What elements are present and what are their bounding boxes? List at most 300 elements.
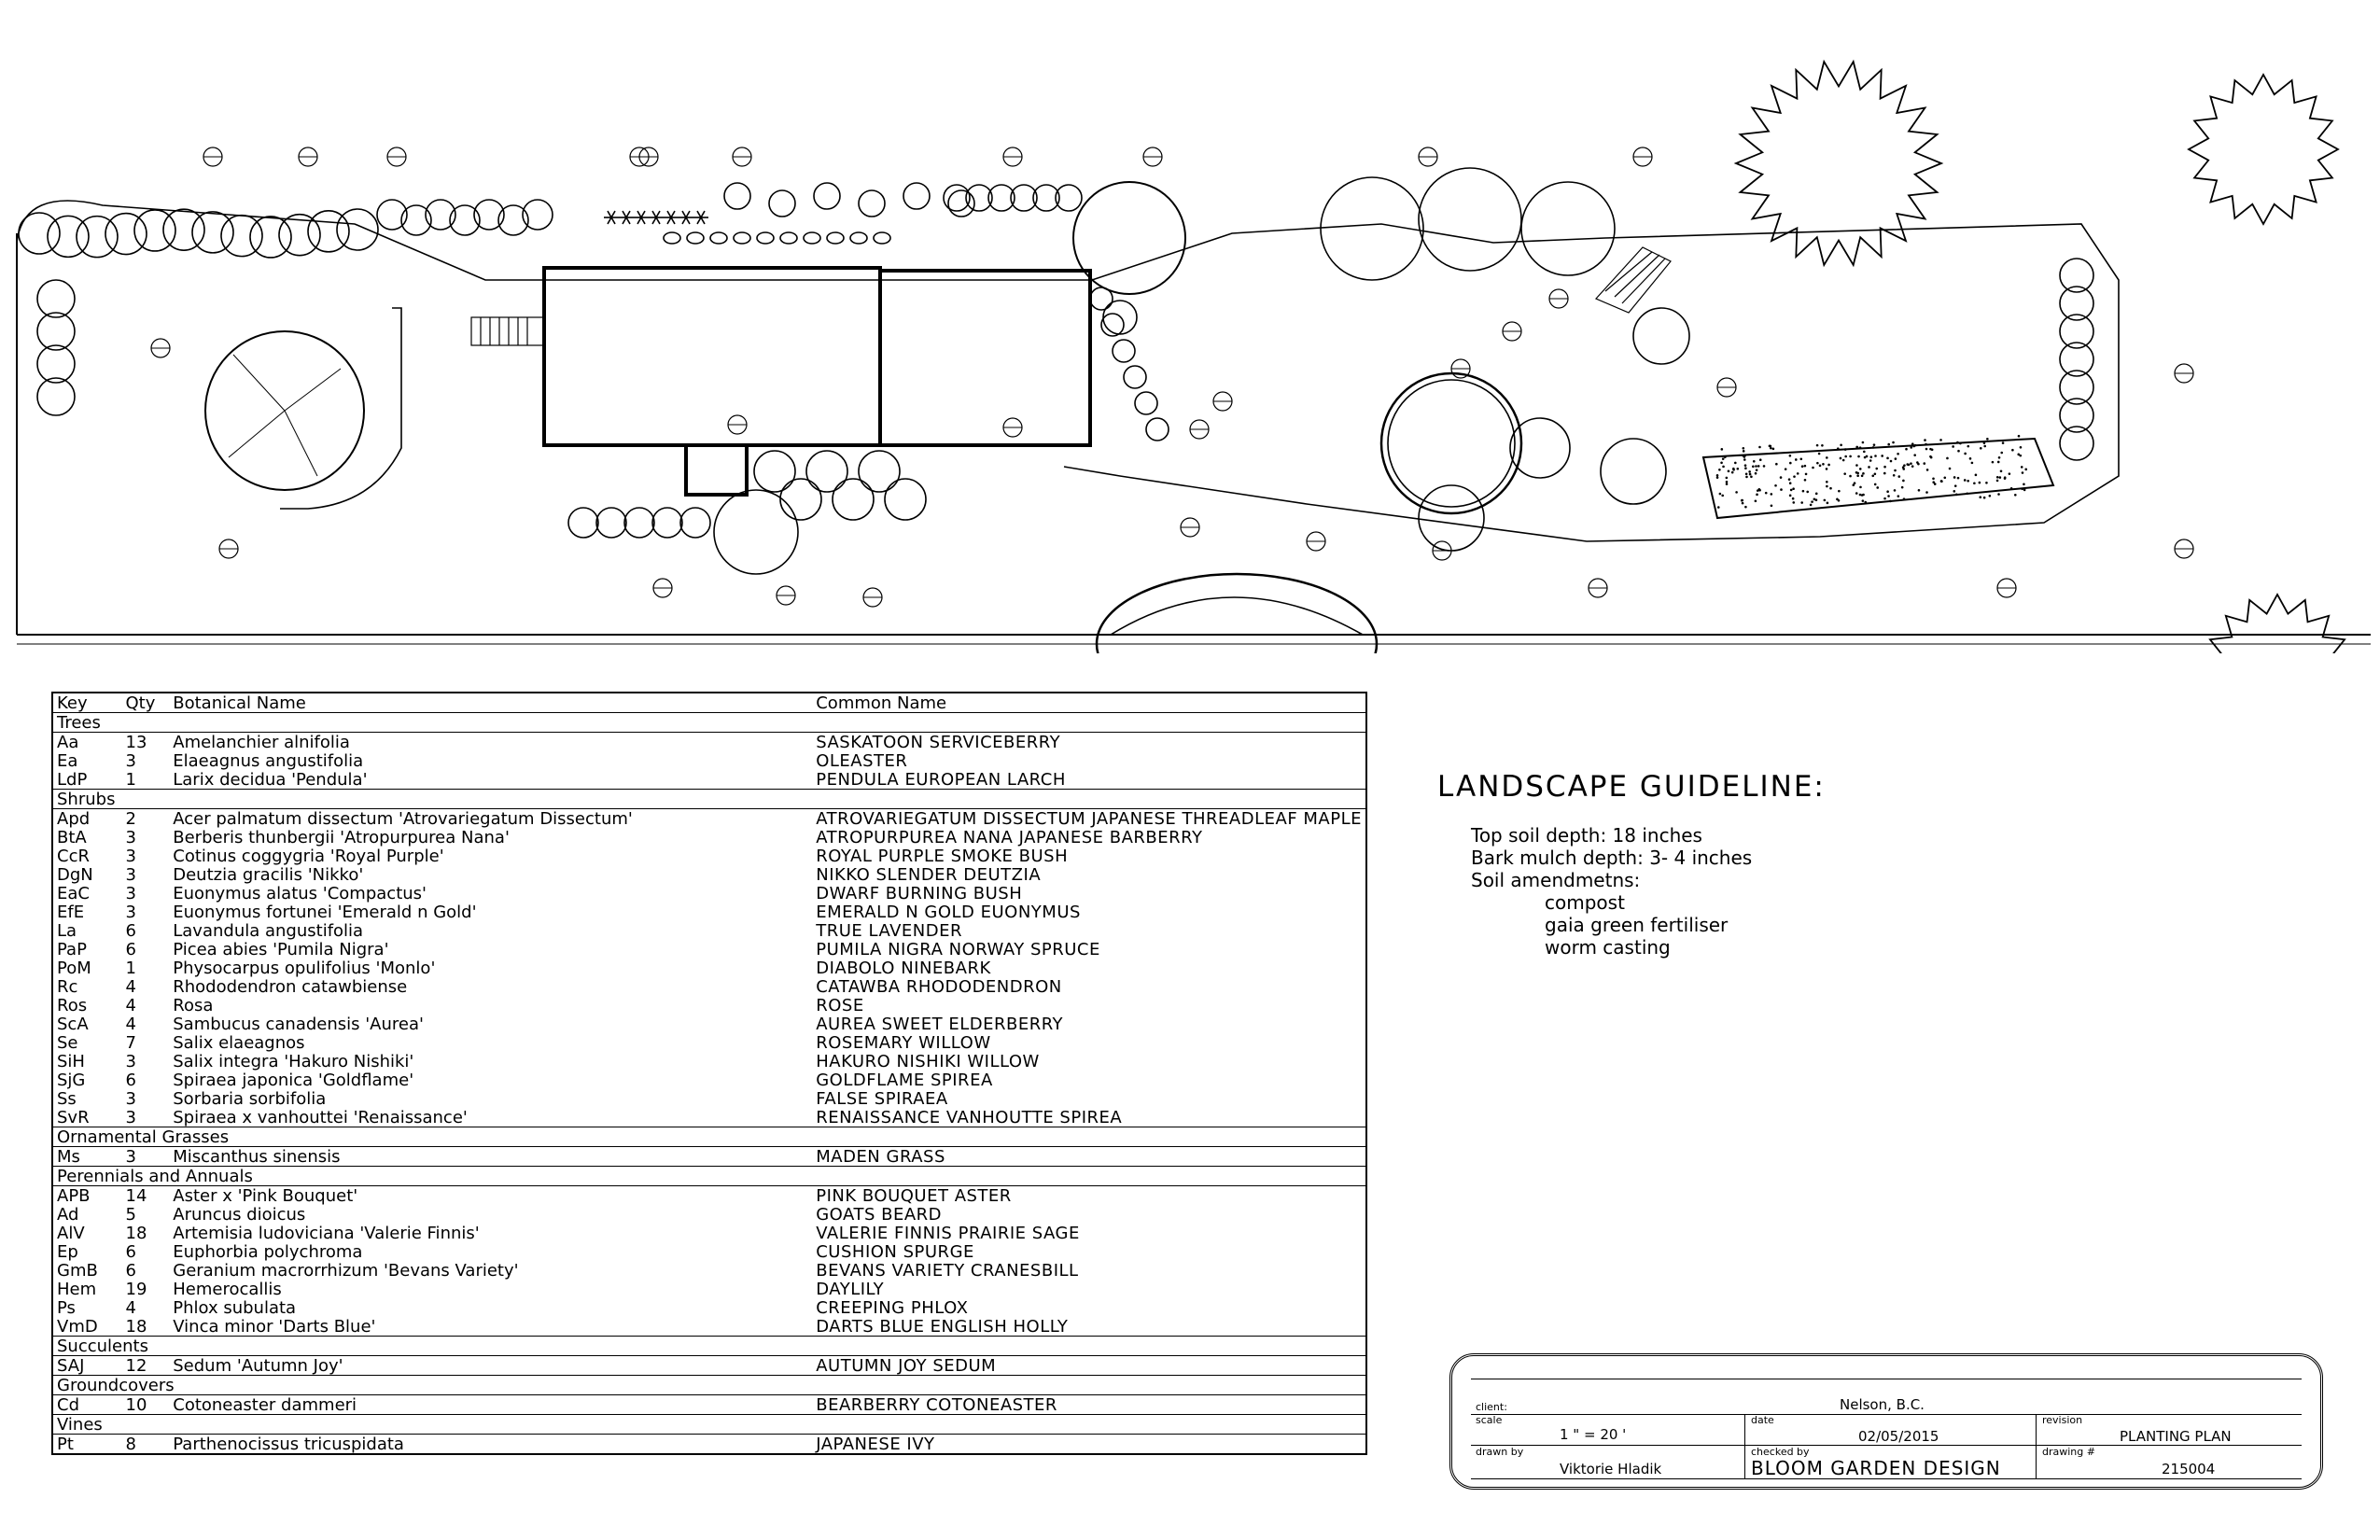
gravel-dot bbox=[1722, 457, 1725, 460]
gravel-dot bbox=[1717, 506, 1720, 509]
gravel-dot bbox=[1871, 474, 1874, 477]
gravel-dot bbox=[1763, 465, 1766, 468]
gravel-dot bbox=[2014, 494, 2017, 497]
tree-circle bbox=[1419, 485, 1484, 551]
gravel-dot bbox=[1744, 506, 1747, 509]
client-label: client: bbox=[1476, 1401, 1507, 1413]
plant-callout-tags bbox=[151, 147, 2193, 607]
shrub-circle bbox=[1146, 418, 1169, 441]
plant-common-name: MADEN GRASS bbox=[816, 1146, 945, 1167]
gravel-dot bbox=[1999, 476, 2002, 479]
plant-common-name: BEVANS VARIETY CRANESBILL bbox=[816, 1260, 1079, 1281]
plant-botanical-name: Sorbaria sorbifolia bbox=[173, 1088, 327, 1109]
spiky-tree bbox=[2205, 595, 2350, 653]
gravel-dot bbox=[1748, 470, 1751, 473]
perennial-star-ray bbox=[626, 217, 630, 224]
shrub-ellipse bbox=[780, 232, 797, 244]
perennial-star-ray bbox=[667, 217, 671, 224]
plant-tag bbox=[203, 147, 222, 166]
gravel-dot bbox=[1789, 482, 1792, 484]
shrub-circle bbox=[859, 451, 900, 492]
gravel-dot bbox=[1910, 462, 1912, 465]
plant-key: PaP bbox=[57, 939, 87, 959]
gravel-dot bbox=[1897, 495, 1900, 497]
plant-qty: 3 bbox=[125, 1051, 136, 1071]
revision-value: PLANTING PLAN bbox=[2120, 1428, 2232, 1445]
schedule-row bbox=[52, 751, 1366, 770]
schedule-section-row bbox=[52, 713, 1366, 733]
gravel-dot bbox=[1868, 466, 1870, 469]
plant-key: GmB bbox=[57, 1260, 98, 1281]
plant-tag bbox=[1190, 420, 1209, 439]
plant-tag bbox=[151, 339, 170, 357]
shrub-circle bbox=[37, 280, 75, 317]
plant-common-name: DIABOLO NINEBARK bbox=[816, 958, 991, 978]
plant-qty: 12 bbox=[125, 1355, 147, 1376]
shrub-circle bbox=[105, 214, 147, 255]
gravel-dot bbox=[1840, 443, 1842, 446]
perennial-star bbox=[693, 211, 708, 224]
plant-botanical-name: Parthenocissus tricuspidata bbox=[173, 1434, 404, 1454]
plant-common-name: VALERIE FINNIS PRAIRIE SAGE bbox=[816, 1223, 1080, 1243]
gravel-dot bbox=[1931, 448, 1934, 451]
gravel-dot bbox=[1883, 497, 1886, 500]
gravel-dot bbox=[1862, 499, 1865, 502]
schedule-row bbox=[52, 1147, 1366, 1167]
gravel-dot bbox=[1881, 455, 1883, 457]
plant-tag bbox=[1003, 418, 1022, 437]
gravel-dot bbox=[1789, 455, 1792, 457]
plant-key: Ms bbox=[57, 1146, 80, 1167]
gravel-dot bbox=[1810, 504, 1813, 507]
plant-tag bbox=[863, 588, 882, 607]
gravel-dot bbox=[1906, 463, 1909, 466]
header-qty: Qty bbox=[122, 693, 170, 713]
plant-common-name: GOATS BEARD bbox=[816, 1204, 942, 1225]
drawn-by-value: Viktorie Hladik bbox=[1560, 1461, 1662, 1477]
plant-tag bbox=[1997, 579, 2016, 597]
schedule-row bbox=[52, 921, 1366, 940]
schedule-section-row bbox=[52, 1376, 1366, 1395]
plant-common-name: FALSE SPIRAEA bbox=[816, 1088, 948, 1109]
gravel-dot bbox=[1897, 453, 1899, 455]
plant-botanical-name: Miscanthus sinensis bbox=[173, 1146, 341, 1167]
plant-common-name: OLEASTER bbox=[816, 750, 908, 771]
gravel-dot bbox=[2000, 469, 2003, 472]
plant-qty: 6 bbox=[125, 1241, 136, 1262]
gravel-dot bbox=[1855, 492, 1858, 495]
gravel-dot bbox=[1780, 476, 1783, 479]
gravel-dot bbox=[2021, 466, 2023, 469]
shrub-circle bbox=[308, 211, 349, 252]
plant-tag bbox=[1433, 541, 1451, 560]
gravel-dot bbox=[1949, 468, 1952, 470]
perennial-star bbox=[604, 211, 619, 224]
perennial-star-ray bbox=[623, 217, 626, 224]
plant-botanical-name: Larix decidua 'Pendula' bbox=[173, 769, 368, 790]
spiky-tree-symbols bbox=[1736, 62, 2350, 653]
plant-qty: 8 bbox=[125, 1434, 136, 1454]
gravel-dot bbox=[1952, 445, 1954, 448]
gravel-dot bbox=[1790, 489, 1793, 492]
tree-circle bbox=[1601, 439, 1666, 504]
gravel-dot bbox=[1735, 491, 1738, 494]
schedule-row bbox=[52, 733, 1366, 752]
gravel-dot bbox=[1772, 448, 1775, 451]
section-title: Perennials and Annuals bbox=[52, 1167, 1366, 1186]
plant-common-name: AUREA SWEET ELDERBERRY bbox=[816, 1014, 1064, 1034]
plant-tag bbox=[1633, 147, 1652, 166]
gravel-dot bbox=[1913, 454, 1916, 456]
perennial-star-ray bbox=[656, 211, 660, 217]
plant-qty: 2 bbox=[125, 808, 136, 829]
plant-key: LdP bbox=[57, 769, 88, 790]
gravel-dot bbox=[1821, 444, 1824, 447]
shrub-ellipse bbox=[757, 232, 774, 244]
gravel-dot bbox=[1895, 457, 1897, 460]
shrub-ellipse bbox=[804, 232, 820, 244]
plant-botanical-name: Amelanchier alnifolia bbox=[173, 732, 350, 752]
perennial-star-ray bbox=[637, 217, 641, 224]
plant-qty: 18 bbox=[125, 1223, 147, 1243]
perennial-star-ray bbox=[697, 217, 701, 224]
gravel-dot bbox=[1887, 443, 1890, 446]
plant-common-name: CUSHION SPURGE bbox=[816, 1241, 974, 1262]
gravel-dot bbox=[1802, 490, 1805, 493]
gravel-dot bbox=[2011, 449, 2014, 452]
plant-tag bbox=[733, 147, 751, 166]
gravel-dot bbox=[1838, 490, 1841, 493]
gravel-dot bbox=[1873, 443, 1876, 446]
guideline-title: LANDSCAPE GUIDELINE: bbox=[1437, 770, 1826, 804]
perennial-star-ray bbox=[641, 211, 645, 217]
header-botanical: Botanical Name bbox=[169, 693, 812, 713]
gravel-dot bbox=[1940, 480, 1943, 483]
gravel-dot bbox=[1989, 495, 1992, 497]
shrub-circle bbox=[1124, 366, 1146, 388]
gravel-dot bbox=[1716, 474, 1719, 477]
gravel-dot bbox=[1985, 482, 1988, 484]
gravel-dot bbox=[1875, 468, 1878, 470]
gravel-dot bbox=[1876, 486, 1879, 489]
gravel-dot bbox=[1886, 457, 1889, 460]
plant-key: ScA bbox=[57, 1014, 89, 1034]
gravel-dot bbox=[1870, 455, 1873, 458]
plant-common-name: CATAWBA RHODODENDRON bbox=[816, 976, 1062, 997]
drawing-number-value: 215004 bbox=[2162, 1461, 2216, 1477]
plant-botanical-name: Rosa bbox=[173, 995, 214, 1015]
gravel-dot bbox=[1902, 468, 1905, 470]
schedule-row bbox=[52, 1015, 1366, 1033]
section-title: Trees bbox=[52, 713, 1366, 733]
perennial-star-ray bbox=[701, 211, 705, 217]
plant-tag bbox=[387, 147, 406, 166]
plant-qty: 3 bbox=[125, 1107, 136, 1127]
guideline-bark-mulch: Bark mulch depth: 3- 4 inches bbox=[1471, 847, 1753, 869]
landscape-guideline bbox=[1437, 770, 1826, 959]
perennial-star-ray bbox=[611, 217, 615, 224]
plant-common-name: ATROVARIEGATUM DISSECTUM JAPANESE THREADLEAF MAPLE bbox=[816, 808, 1362, 829]
plant-tag bbox=[1503, 322, 1521, 341]
guideline-fertiliser: gaia green fertiliser bbox=[1545, 914, 1729, 936]
plant-tag bbox=[1589, 579, 1607, 597]
plant-botanical-name: Spiraea x vanhouttei 'Renaissance' bbox=[173, 1107, 468, 1127]
plant-key: SvR bbox=[57, 1107, 90, 1127]
gravel-dot bbox=[1874, 455, 1877, 457]
plant-qty: 6 bbox=[125, 1070, 136, 1090]
circular-patio-inner bbox=[1388, 380, 1515, 507]
perennial-star bbox=[679, 211, 693, 224]
gravel-dot bbox=[1983, 445, 1986, 448]
schedule-row bbox=[52, 1224, 1366, 1242]
gravel-dot bbox=[1716, 476, 1719, 479]
plant-botanical-name: Phlox subulata bbox=[173, 1297, 297, 1318]
plant-qty: 13 bbox=[125, 732, 147, 752]
gravel-dot bbox=[2023, 489, 2026, 492]
plant-tag bbox=[2175, 539, 2193, 558]
gravel-dot bbox=[2004, 477, 2007, 480]
gravel-dot bbox=[1744, 467, 1747, 469]
perennial-star-ray bbox=[686, 217, 690, 224]
gravel-dot bbox=[1964, 453, 1967, 455]
gravel-dot bbox=[1939, 439, 1942, 441]
perennial-star-ray bbox=[656, 217, 660, 224]
plant-tag bbox=[299, 147, 317, 166]
schedule-row bbox=[52, 1395, 1366, 1415]
gravel-bed bbox=[1703, 439, 2053, 518]
gravel-dot bbox=[1743, 450, 1745, 453]
perennial-star bbox=[664, 211, 679, 224]
gravel-dot bbox=[1918, 489, 1921, 492]
gravel-dot bbox=[1721, 448, 1724, 451]
shrub-circle bbox=[724, 183, 750, 209]
gravel-dot bbox=[1744, 464, 1747, 467]
gravel-dot bbox=[1785, 468, 1787, 470]
stairs-right bbox=[1596, 247, 1671, 313]
plant-tag bbox=[1003, 147, 1022, 166]
gravel-dot bbox=[1819, 465, 1822, 468]
gravel-dot bbox=[2000, 452, 2003, 455]
gravel-dot bbox=[1883, 466, 1886, 469]
gravel-dot bbox=[1822, 463, 1825, 466]
plant-key: AlV bbox=[57, 1223, 85, 1243]
gravel-dot bbox=[1826, 468, 1828, 470]
gravel-dot bbox=[1925, 448, 1928, 451]
shrub-circle bbox=[806, 451, 847, 492]
gravel-dot bbox=[1856, 446, 1859, 449]
shrub-circle bbox=[754, 451, 795, 492]
gravel-dot bbox=[1765, 492, 1768, 495]
gravel-dot bbox=[1816, 462, 1819, 465]
schedule-row bbox=[52, 1242, 1366, 1261]
plant-common-name: AUTUMN JOY SEDUM bbox=[816, 1355, 997, 1376]
plant-key: SiH bbox=[57, 1051, 85, 1071]
gravel-dot bbox=[1800, 501, 1803, 504]
shrub-circle bbox=[769, 190, 795, 217]
gravel-dot bbox=[1812, 467, 1814, 469]
gravel-dot bbox=[1837, 447, 1840, 450]
gravel-dot bbox=[1771, 504, 1773, 507]
plant-qty: 7 bbox=[125, 1032, 136, 1053]
gravel-dot bbox=[1883, 472, 1886, 475]
gravel-dot bbox=[1905, 448, 1908, 451]
shrub-circle bbox=[885, 479, 926, 520]
shrub-circle bbox=[568, 508, 598, 538]
plant-botanical-name: Euphorbia polychroma bbox=[173, 1241, 363, 1262]
gravel-dot bbox=[1925, 491, 1928, 494]
plant-botanical-name: Berberis thunbergii 'Atropurpurea Nana' bbox=[173, 827, 510, 847]
header-key: Key bbox=[52, 693, 122, 713]
gravel-dot bbox=[1966, 492, 1968, 495]
circular-patio bbox=[1381, 373, 1521, 513]
plant-key: Ps bbox=[57, 1297, 76, 1318]
gravel-dot bbox=[1855, 464, 1858, 467]
plant-common-name: PINK BOUQUET ASTER bbox=[816, 1185, 1012, 1206]
plant-key: PoM bbox=[57, 958, 91, 978]
guideline-soil-amendments: Soil amendmetns: bbox=[1471, 869, 1641, 891]
gravel-dot bbox=[1975, 474, 1978, 477]
shrub-ellipse bbox=[850, 232, 867, 244]
shrub-circle bbox=[948, 190, 974, 217]
gravel-dot bbox=[1840, 457, 1842, 460]
gravel-dot bbox=[2023, 483, 2025, 485]
gravel-dot bbox=[1932, 477, 1935, 480]
gravel-dot bbox=[1859, 468, 1862, 470]
schedule-row bbox=[52, 977, 1366, 996]
tree-oleaster-branches bbox=[229, 355, 341, 476]
gravel-dot bbox=[1805, 473, 1808, 476]
gravel-dot bbox=[1986, 438, 1989, 441]
gravel-dot bbox=[1775, 463, 1778, 466]
gravel-dot bbox=[1826, 485, 1828, 488]
perennial-star-ray bbox=[652, 211, 656, 217]
schedule-row bbox=[52, 1261, 1366, 1280]
gravel-dot bbox=[2024, 469, 2027, 471]
shrub-circle bbox=[250, 217, 291, 258]
schedule-row bbox=[52, 884, 1366, 903]
plant-common-name: HAKURO NISHIKI WILLOW bbox=[816, 1051, 1040, 1071]
plant-botanical-name: Hemerocallis bbox=[173, 1279, 282, 1299]
perennial-star-ray bbox=[682, 217, 686, 224]
gravel-dot bbox=[1930, 456, 1933, 459]
gravel-dot bbox=[1780, 488, 1783, 491]
gravel-dot bbox=[1792, 501, 1795, 504]
gravel-dot bbox=[1732, 468, 1735, 470]
gravel-dot bbox=[1946, 457, 1949, 460]
schedule-row bbox=[52, 959, 1366, 977]
gravel-dot bbox=[2010, 487, 2013, 490]
gravel-dot bbox=[2018, 435, 2021, 438]
plant-tag bbox=[219, 539, 238, 558]
perennial-star bbox=[619, 211, 634, 224]
gravel-dot bbox=[1726, 481, 1729, 483]
schedule-row bbox=[52, 1052, 1366, 1071]
gravel-dot bbox=[1924, 439, 1926, 441]
plant-common-name: GOLDFLAME SPIREA bbox=[816, 1070, 993, 1090]
client-value: Nelson, B.C. bbox=[1840, 1396, 1925, 1413]
section-title: Groundcovers bbox=[52, 1376, 1366, 1395]
spiky-tree bbox=[2189, 75, 2338, 224]
plant-key: APB bbox=[57, 1185, 91, 1206]
plant-common-name: RENAISSANCE VANHOUTTE SPIREA bbox=[816, 1107, 1123, 1127]
schedule-row bbox=[52, 770, 1366, 790]
house-garage bbox=[880, 271, 1090, 445]
plant-botanical-name: Cotinus coggygria 'Royal Purple' bbox=[173, 846, 444, 866]
gravel-dot bbox=[1967, 445, 1969, 448]
yard-path bbox=[280, 308, 401, 509]
shrub-circle bbox=[221, 216, 262, 257]
plant-common-name: PUMILA NIGRA NORWAY SPRUCE bbox=[816, 939, 1100, 959]
plant-qty: 1 bbox=[125, 958, 136, 978]
gravel-dot bbox=[1853, 483, 1855, 486]
gravel-dot bbox=[1889, 500, 1892, 503]
perennial-star-ray bbox=[686, 211, 690, 217]
plant-qty: 3 bbox=[125, 1146, 136, 1167]
gravel-dot bbox=[1998, 456, 2001, 459]
shrub-ellipse bbox=[664, 232, 680, 244]
plant-botanical-name: Spiraea japonica 'Goldflame' bbox=[173, 1070, 414, 1090]
plant-common-name: ATROPURPUREA NANA JAPANESE BARBERRY bbox=[816, 827, 1203, 847]
plant-botanical-name: Cotoneaster dammeri bbox=[173, 1394, 357, 1415]
plant-common-name: ROSEMARY WILLOW bbox=[816, 1032, 991, 1053]
date-value: 02/05/2015 bbox=[1858, 1428, 1939, 1445]
plant-common-name: PENDULA EUROPEAN LARCH bbox=[816, 769, 1066, 790]
perennial-star-ray bbox=[641, 217, 645, 224]
gravel-dot bbox=[1756, 494, 1758, 497]
shrub-circle bbox=[37, 345, 75, 383]
plant-common-name: DAYLILY bbox=[816, 1279, 885, 1299]
gravel-dot bbox=[1893, 474, 1896, 477]
gravel-dot bbox=[2021, 487, 2023, 490]
gravel-dot bbox=[1979, 482, 1981, 484]
gravel-dot bbox=[1910, 446, 1912, 449]
plant-tag bbox=[1213, 392, 1232, 411]
plant-tag bbox=[653, 579, 672, 597]
plant-botanical-name: Lavandula angustifolia bbox=[173, 920, 364, 941]
house-bump bbox=[686, 445, 747, 495]
gravel-dot bbox=[1731, 471, 1734, 474]
site-plan bbox=[0, 0, 2380, 653]
shrub-circle bbox=[814, 183, 840, 209]
plant-tag bbox=[777, 586, 795, 605]
tree-circle bbox=[1521, 182, 1615, 275]
scale-value: 1 " = 20 ' bbox=[1560, 1426, 1627, 1443]
plant-common-name: DWARF BURNING BUSH bbox=[816, 883, 1023, 903]
gravel-dot bbox=[1956, 441, 1959, 444]
tree-larch bbox=[1073, 182, 1185, 294]
gravel-dot bbox=[1774, 484, 1777, 487]
gravel-dot bbox=[1856, 474, 1859, 477]
gravel-dot bbox=[1859, 486, 1862, 489]
plant-tag bbox=[1451, 359, 1470, 378]
plant-botanical-name: Sedum 'Autumn Joy' bbox=[173, 1355, 343, 1376]
drawing-number-label: drawing # bbox=[2042, 1446, 2095, 1458]
schedule-row bbox=[52, 1298, 1366, 1317]
header-common: Common Name bbox=[812, 693, 1366, 713]
plant-qty: 3 bbox=[125, 750, 136, 771]
plant-tag bbox=[639, 147, 658, 166]
gravel-dot bbox=[1749, 473, 1752, 476]
checked-by-label: checked by bbox=[1751, 1446, 1810, 1458]
plant-key: Ad bbox=[57, 1204, 79, 1225]
gravel-dot bbox=[1861, 474, 1864, 477]
schedule-row bbox=[52, 809, 1366, 829]
gravel-dot bbox=[1770, 445, 1772, 448]
gravel-dot bbox=[1894, 469, 1897, 472]
gravel-dot bbox=[1827, 502, 1829, 505]
gravel-dot bbox=[1720, 461, 1723, 464]
plant-common-name: ROYAL PURPLE SMOKE BUSH bbox=[816, 846, 1069, 866]
